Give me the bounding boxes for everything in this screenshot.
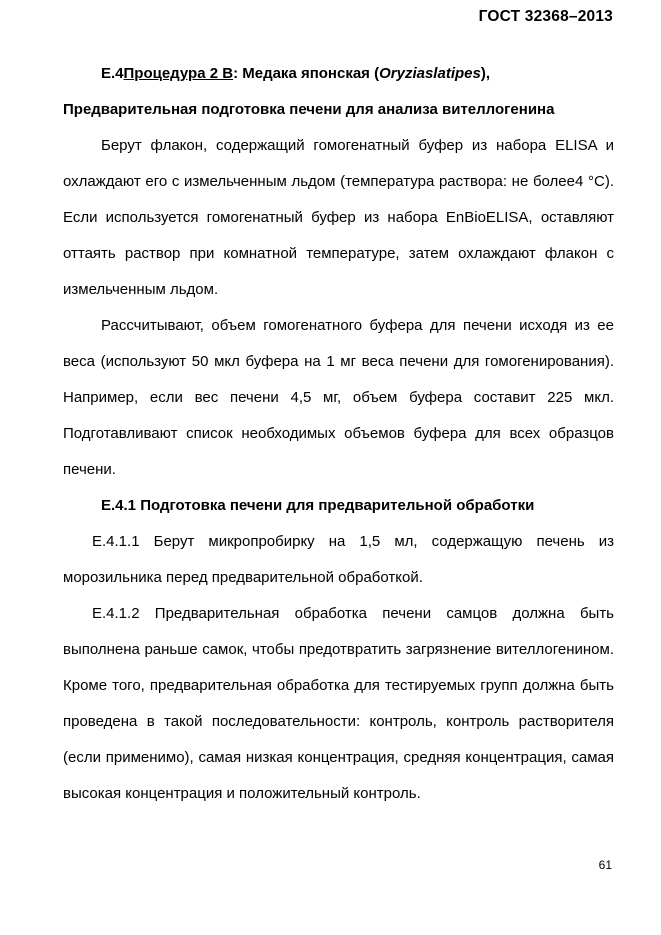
page-number: 61 (598, 858, 612, 872)
item-e-4-1-1: Е.4.1.1 Берут микропробирку на 1,5 мл, содержащую печень из морозильника перед предварительной обработкой. (63, 533, 614, 586)
section-procedure: Процедура 2 В (123, 65, 234, 82)
paragraph-1: Берут флакон, содержащий гомогенатный буфер из набора ELISA и охлаждают его с измельченным льдом (температура раствора: не более4 °С). Если используется гомогенатный буфер из набора EnBioELISA, оставляют оттаять раствор при комнатной температуре, затем охлаждают флакон с измельченным льдом. (63, 137, 614, 298)
section-title-part2: ), (480, 65, 490, 82)
section-title-part1: Медака японская ( (242, 65, 380, 82)
subsection-heading: Е.4.1 Подготовка печени для предварительной обработки (101, 497, 535, 514)
section-heading (63, 56, 614, 92)
species-name: Oryziaslatipes (379, 65, 481, 82)
document-body (63, 56, 614, 812)
section-colon: : (233, 65, 239, 82)
section-title-line2: Предварительная подготовка печени для анализа вителлогенина (63, 101, 555, 118)
section-number: Е.4 (101, 65, 124, 82)
item-e-4-1-2: Е.4.1.2 Предварительная обработка печени самцов должна быть выполнена раньше самок, чтобы предотвратить загрязнение вителлогенином. Кроме того, предварительная обработка для тестируемых групп должна быть проведена в такой последовательности: контроль, контроль растворителя (если применимо), самая низкая концентрация, средняя концентрация, самая высокая концентрация и положительный контроль. (63, 605, 614, 802)
document-header: ГОСТ 32368–2013 (478, 8, 613, 25)
paragraph-2: Рассчитывают, объем гомогенатного буфера для печени исходя из ее веса (используют 50 мкл буфера на 1 мг веса печени для гомогенирования). Например, если вес печени 4,5 мг, объем буфера составит 225 мкл. Подготавливают список необходимых объемов буфера для всех образцов печени. (63, 317, 614, 478)
